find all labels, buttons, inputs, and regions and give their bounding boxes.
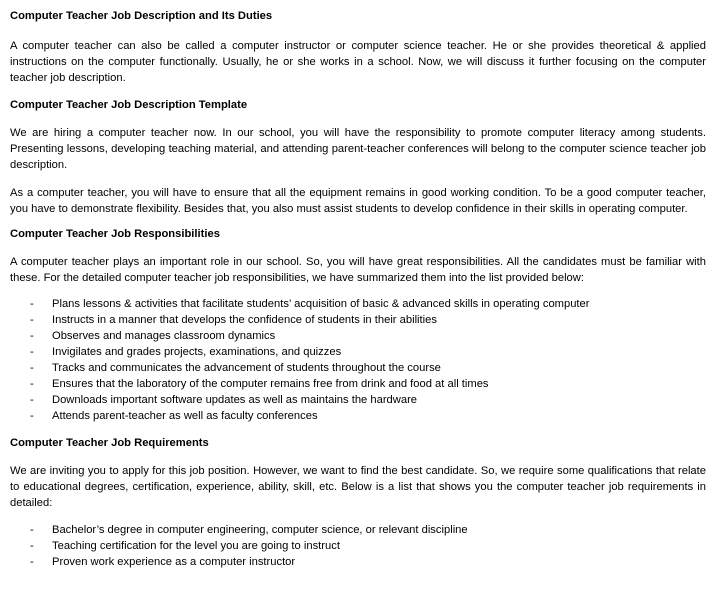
list-item: [10, 392, 706, 408]
list-item-text: Tracks and communicates the advancement of students throughout the course: [52, 362, 441, 374]
section-heading-duties: Computer Teacher Job Description and Its Duties: [10, 10, 273, 22]
responsibilities-list: [10, 296, 706, 424]
paragraph-requirements: We are inviting you to apply for this job position. However, we want to find the best candidate. So, we require some qualifications that relate to educational degrees, certification, experience, ability, skill, etc. Below is a list that shows you the computer teacher job requirements in detailed:: [10, 465, 706, 509]
list-item: [10, 312, 706, 328]
dash-marker: -: [30, 378, 34, 390]
dash-marker: -: [30, 298, 34, 310]
dash-marker: -: [30, 556, 34, 568]
dash-marker: -: [30, 540, 34, 552]
list-item: [10, 344, 706, 360]
section-heading-requirements: Computer Teacher Job Requirements: [10, 437, 209, 449]
dash-marker: -: [30, 394, 34, 406]
list-item-text: Downloads important software updates as well as maintains the hardware: [52, 394, 418, 406]
dash-marker: -: [30, 314, 34, 326]
list-item-text: Bachelor’s degree in computer engineering, computer science, or relevant discipline: [52, 524, 468, 536]
paragraph-equipment: As a computer teacher, you will have to ensure that all the equipment remains in good working condition. To be a good computer teacher, you have to demonstrate flexibility. Besides that, you also must assist students to develop confidence in their skills in operating computer.: [10, 187, 706, 215]
list-item-text: Invigilates and grades projects, examinations, and quizzes: [52, 346, 342, 358]
paragraph-hiring: We are hiring a computer teacher now. In our school, you will have the responsibility to promote computer literacy among students. Presenting lessons, developing teaching material, and attending parent-teacher conferences will belong to the computer science teacher job description.: [10, 127, 706, 171]
dash-marker: -: [30, 524, 34, 536]
list-item-text: Ensures that the laboratory of the computer remains free from drink and food at all times: [52, 378, 489, 390]
list-item-text: Teaching certification for the level you are going to instruct: [52, 540, 340, 552]
dash-marker: -: [30, 362, 34, 374]
paragraph-intro: A computer teacher can also be called a computer instructor or computer science teacher. He or she provides theoretical & applied instructions on the computer functionally. Usually, he or she works in a school. Now, we will discuss it further focusing on the computer teacher job description.: [10, 40, 706, 84]
list-item-text: Attends parent-teacher as well as faculty conferences: [52, 410, 318, 422]
list-item-text: Proven work experience as a computer instructor: [52, 556, 296, 568]
list-item: [10, 538, 706, 554]
list-item: [10, 522, 706, 538]
paragraph-responsibilities: A computer teacher plays an important role in our school. So, you will have great responsibilities. All the candidates must be familiar with these. For the detailed computer teacher job responsibilities, we have summarized them into the list provided below:: [10, 256, 706, 284]
list-item-text: Instructs in a manner that develops the confidence of students in their abilities: [52, 314, 437, 326]
list-item-text: Plans lessons & activities that facilitate students’ acquisition of basic & advanced skills in operating computer: [52, 298, 590, 310]
section-heading-responsibilities: Computer Teacher Job Responsibilities: [10, 228, 220, 240]
dash-marker: -: [30, 330, 34, 342]
document-body: [0, 8, 716, 570]
section-heading-template: Computer Teacher Job Description Template: [10, 99, 248, 111]
dash-marker: -: [30, 410, 34, 422]
list-item: [10, 328, 706, 344]
dash-marker: -: [30, 346, 34, 358]
list-item: [10, 376, 706, 392]
list-item: [10, 360, 706, 376]
requirements-list: [10, 522, 706, 570]
list-item-text: Observes and manages classroom dynamics: [52, 330, 276, 342]
list-item: [10, 296, 706, 312]
list-item: [10, 408, 706, 424]
list-item: [10, 554, 706, 570]
